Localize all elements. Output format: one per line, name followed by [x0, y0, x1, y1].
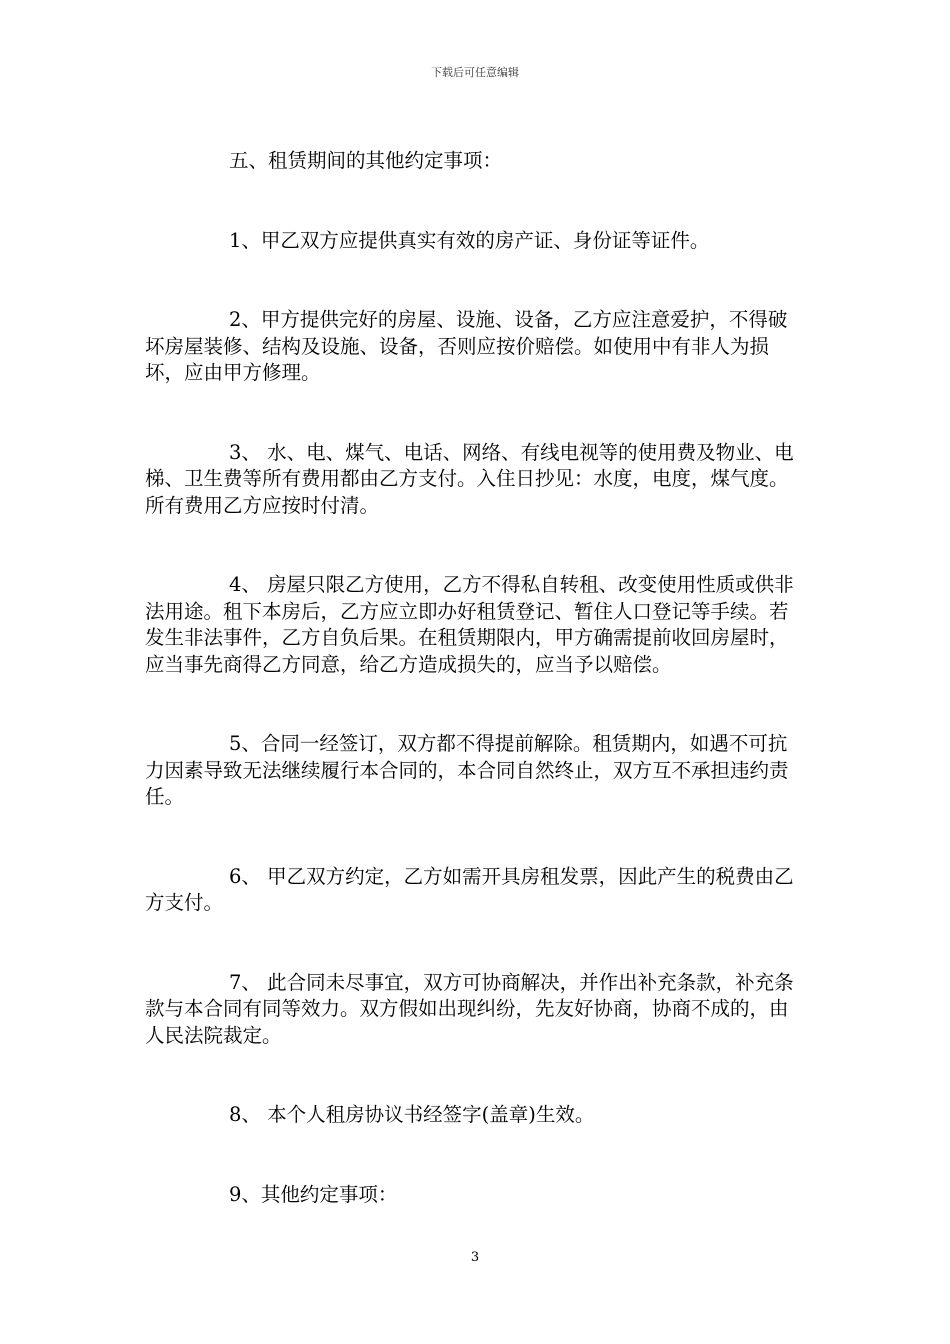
clause-9: 9、其他约定事项： — [229, 1182, 398, 1206]
clause-1: 1、甲乙双方应提供真实有效的房产证、身份证等证件。 — [229, 228, 710, 252]
clause-7: 7、 此合同未尽事宜，双方可协商解决，并作出补充条款，补充条款与本合同有同等效力。双方假如出现纠纷，先友好协商，协商不成的，由人民法院裁定。 — [145, 970, 794, 1047]
clause-4: 4、 房屋只限乙方使用，乙方不得私自转租、改变使用性质或供非法用途。租下本房后，乙方应立即办好租赁登记、暂住人口登记等手续。若发生非法事件，乙方自负后果。在租赁期限内，甲方确需提前收回房屋时，应当事先商得乙方同意，给乙方造成损失的，应当予以赔偿。 — [145, 573, 794, 676]
clause-2: 2、甲方提供完好的房屋、设施、设备，乙方应注意爱护，不得破坏房屋装修、结构及设施、设备，否则应按价赔偿。如使用中有非人为损坏，应由甲方修理。 — [145, 308, 788, 384]
document-body — [145, 148, 805, 1208]
clause-5: 5、合同一经签订，双方都不得提前解除。租赁期内，如遇不可抗力因素导致无法继续履行本合同的，本合同自然终止，双方互不承担违约责任。 — [145, 732, 789, 808]
clause-8: 8、 本个人租房协议书经签字(盖章)生效。 — [229, 1103, 595, 1126]
section-heading: 五、租赁期间的其他约定事项： — [229, 149, 503, 172]
clause-3: 3、 水、电、煤气、电话、网络、有线电视等的使用费及物业、电梯、卫生费等所有费用都由乙方支付。入住日抄见：水度，电度，煤气度。所有费用乙方应按时付清。 — [145, 440, 794, 517]
page-header: 下载后可任意编辑 — [431, 66, 519, 79]
clause-6: 6、 甲乙双方约定，乙方如需开具房租发票，因此产生的税费由乙方支付。 — [145, 864, 794, 914]
page-number: 3 — [470, 1250, 480, 1265]
